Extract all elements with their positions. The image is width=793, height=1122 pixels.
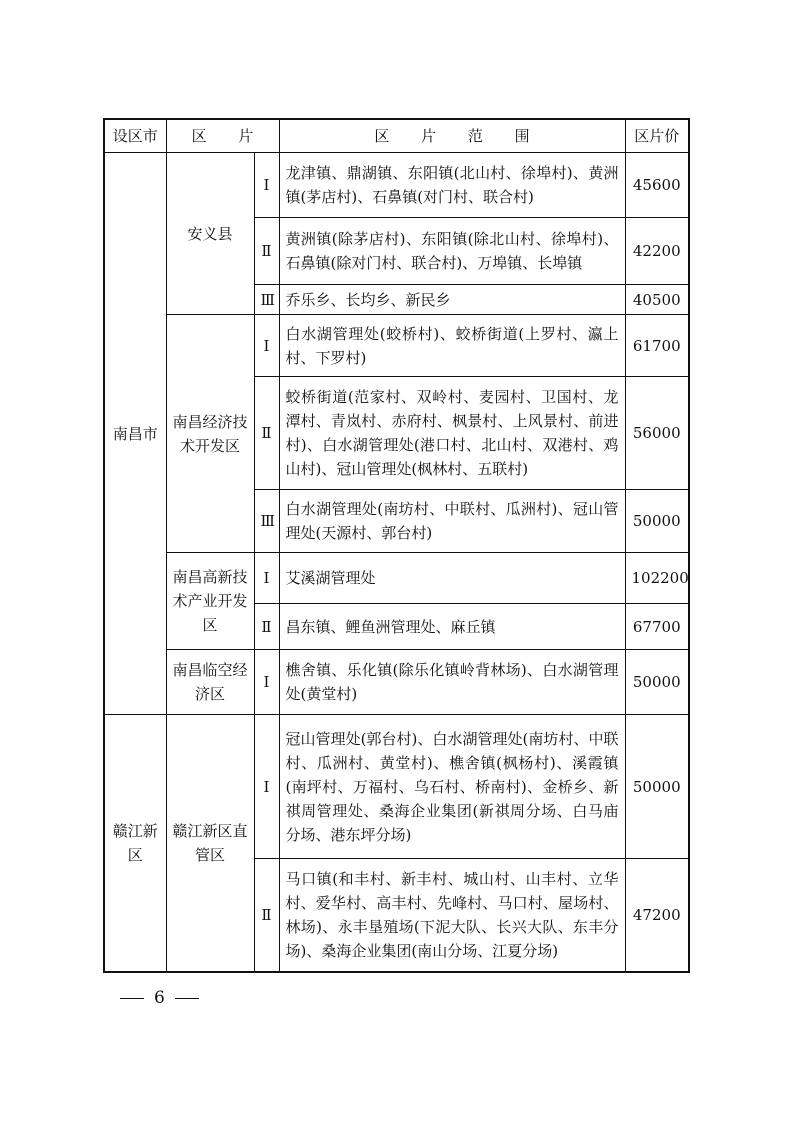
district-cell-jingkai: 南昌经济技术开发区	[166, 315, 254, 553]
price-cell: 45600	[625, 153, 689, 218]
range-cell: 冠山管理处(郭台村)、白水湖管理处(南坊村、中联村、瓜洲村、黄堂村)、樵舍镇(枫杨村)、溪霞镇(南坪村、万福村、乌石村、桥南村)、金桥乡、新祺周管理处、桑海企业集团(新祺周分场、白马庙分场、港东坪分场)	[279, 715, 625, 859]
price-cell: 50000	[625, 715, 689, 859]
rank-cell: Ⅰ	[254, 715, 279, 859]
price-cell: 50000	[625, 490, 689, 553]
footer-dash-left	[120, 998, 144, 999]
price-cell: 40500	[625, 285, 689, 315]
header-range: 区 片 范 围	[279, 119, 625, 153]
city-cell-nanchang: 南昌市	[104, 153, 166, 715]
table-row	[104, 315, 689, 377]
table-header-row	[104, 119, 689, 153]
district-cell-linkong: 南昌临空经济区	[166, 650, 254, 715]
table-row	[104, 715, 689, 859]
range-cell: 乔乐乡、长均乡、新民乡	[279, 285, 625, 315]
table-row	[104, 153, 689, 218]
city-cell-ganjiang: 赣江新区	[104, 715, 166, 972]
land-price-table	[103, 118, 690, 973]
price-cell: 61700	[625, 315, 689, 377]
rank-cell: Ⅱ	[254, 377, 279, 490]
rank-cell: Ⅰ	[254, 650, 279, 715]
price-cell: 102200	[625, 553, 689, 604]
rank-cell: Ⅲ	[254, 490, 279, 553]
header-price: 区片价	[625, 119, 689, 153]
rank-cell: Ⅰ	[254, 153, 279, 218]
district-cell-gaoxin: 南昌高新技术产业开发区	[166, 553, 254, 650]
rank-cell: Ⅱ	[254, 218, 279, 285]
range-cell: 龙津镇、鼎湖镇、东阳镇(北山村、徐埠村)、黄洲镇(茅店村)、石鼻镇(对门村、联合村)	[279, 153, 625, 218]
range-cell: 昌东镇、鲤鱼洲管理处、麻丘镇	[279, 604, 625, 650]
range-cell: 樵舍镇、乐化镇(除乐化镇岭背林场)、白水湖管理处(黄堂村)	[279, 650, 625, 715]
page-number: 6	[154, 988, 165, 1008]
footer-dash-right	[175, 998, 199, 999]
price-cell: 56000	[625, 377, 689, 490]
rank-cell: Ⅱ	[254, 604, 279, 650]
rank-cell: Ⅲ	[254, 285, 279, 315]
range-cell: 马口镇(和丰村、新丰村、城山村、山丰村、立华村、爱华村、高丰村、先峰村、马口村、屋场村、林场)、永丰垦殖场(下泥大队、长兴大队、东丰分场)、桑海企业集团(南山分场、江夏分场)	[279, 859, 625, 972]
table-row	[104, 650, 689, 715]
rank-cell: Ⅱ	[254, 859, 279, 972]
price-cell: 47200	[625, 859, 689, 972]
page-footer	[120, 988, 199, 1008]
range-cell: 艾溪湖管理处	[279, 553, 625, 604]
range-cell: 蛟桥街道(范家村、双岭村、麦园村、卫国村、龙潭村、青岚村、赤府村、枫景村、上风景村、前进村)、白水湖管理处(港口村、北山村、双港村、鸡山村)、冠山管理处(枫林村、五联村)	[279, 377, 625, 490]
header-city: 设区市	[104, 119, 166, 153]
range-cell: 黄洲镇(除茅店村)、东阳镇(除北山村、徐埠村)、石鼻镇(除对门村、联合村)、万埠镇、长埠镇	[279, 218, 625, 285]
price-cell: 50000	[625, 650, 689, 715]
rank-cell: Ⅰ	[254, 553, 279, 604]
price-cell: 42200	[625, 218, 689, 285]
district-cell-anyi: 安义县	[166, 153, 254, 315]
table-row	[104, 553, 689, 604]
district-cell-zhiguan: 赣江新区直管区	[166, 715, 254, 972]
range-cell: 白水湖管理处(蛟桥村)、蛟桥街道(上罗村、瀛上村、下罗村)	[279, 315, 625, 377]
rank-cell: Ⅰ	[254, 315, 279, 377]
price-cell: 67700	[625, 604, 689, 650]
header-district: 区 片	[166, 119, 279, 153]
range-cell: 白水湖管理处(南坊村、中联村、瓜洲村)、冠山管理处(天源村、郭台村)	[279, 490, 625, 553]
